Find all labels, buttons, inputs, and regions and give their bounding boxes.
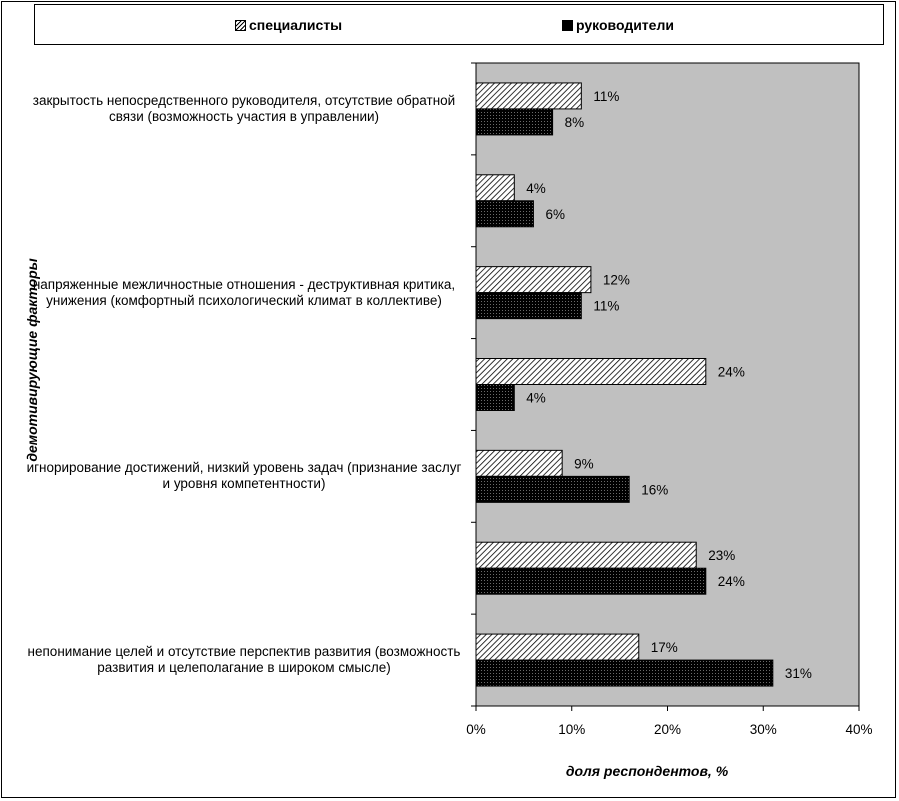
legend-label-specialists: специалисты [249,17,343,33]
data-label-specialists-0: 11% [593,88,620,104]
data-label-managers-5: 24% [717,574,745,590]
category-label-2: напряженные межличностные отношения - деструктивная критика, унижения (комфортный психологический климат в коллективе) [32,276,456,308]
data-label-managers-3: 4% [526,390,546,406]
bar-specialists-5 [476,542,696,568]
bar-managers-0 [476,109,553,135]
data-label-managers-4: 16% [641,482,669,498]
x-tick-label-2: 20% [653,722,682,737]
data-label-managers-0: 8% [564,114,585,130]
bar-managers-3 [476,385,514,411]
category-label-0: закрытость непосредственного руководителя, отсутствие обратной связи (возможность участия в управлении) [32,92,456,124]
data-label-specialists-3: 24% [717,364,745,380]
bar-managers-4 [476,476,629,502]
data-label-managers-1: 6% [545,206,565,222]
data-label-specialists-1: 4% [526,180,546,196]
category-label-4: игнорирование достижений, низкий уровень задач (признание заслуг и уровня компетентности) [26,460,462,492]
bar-specialists-6 [476,634,639,660]
bar-managers-2 [476,293,581,319]
y-axis-title: демотивирующие факторы [24,258,40,462]
bar-specialists-4 [476,450,562,476]
data-label-managers-2: 11% [593,298,620,314]
bar-managers-1 [476,201,533,227]
bar-specialists-0 [476,83,581,109]
x-tick-label-4: 40% [845,722,873,737]
data-label-specialists-5: 23% [708,548,736,564]
legend-label-managers: руководители [576,17,674,33]
bar-specialists-1 [476,175,514,201]
bar-managers-6 [476,660,773,686]
x-tick-label-1: 10% [558,722,586,737]
bar-specialists-3 [476,359,706,385]
data-label-specialists-6: 17% [650,640,678,656]
x-tick-label-0: 0% [466,722,486,737]
bar-specialists-2 [476,267,591,293]
data-label-managers-6: 31% [784,666,812,682]
data-label-specialists-4: 9% [574,456,594,472]
data-label-specialists-2: 12% [602,272,630,288]
bar-managers-5 [476,568,706,594]
x-axis-title: доля респондентов, % [565,763,729,779]
category-label-6: непонимание целей и отсутствие перспектив развития (возможность развития и целеполагание в широком смысле) [27,644,461,676]
x-tick-label-3: 30% [749,722,777,737]
